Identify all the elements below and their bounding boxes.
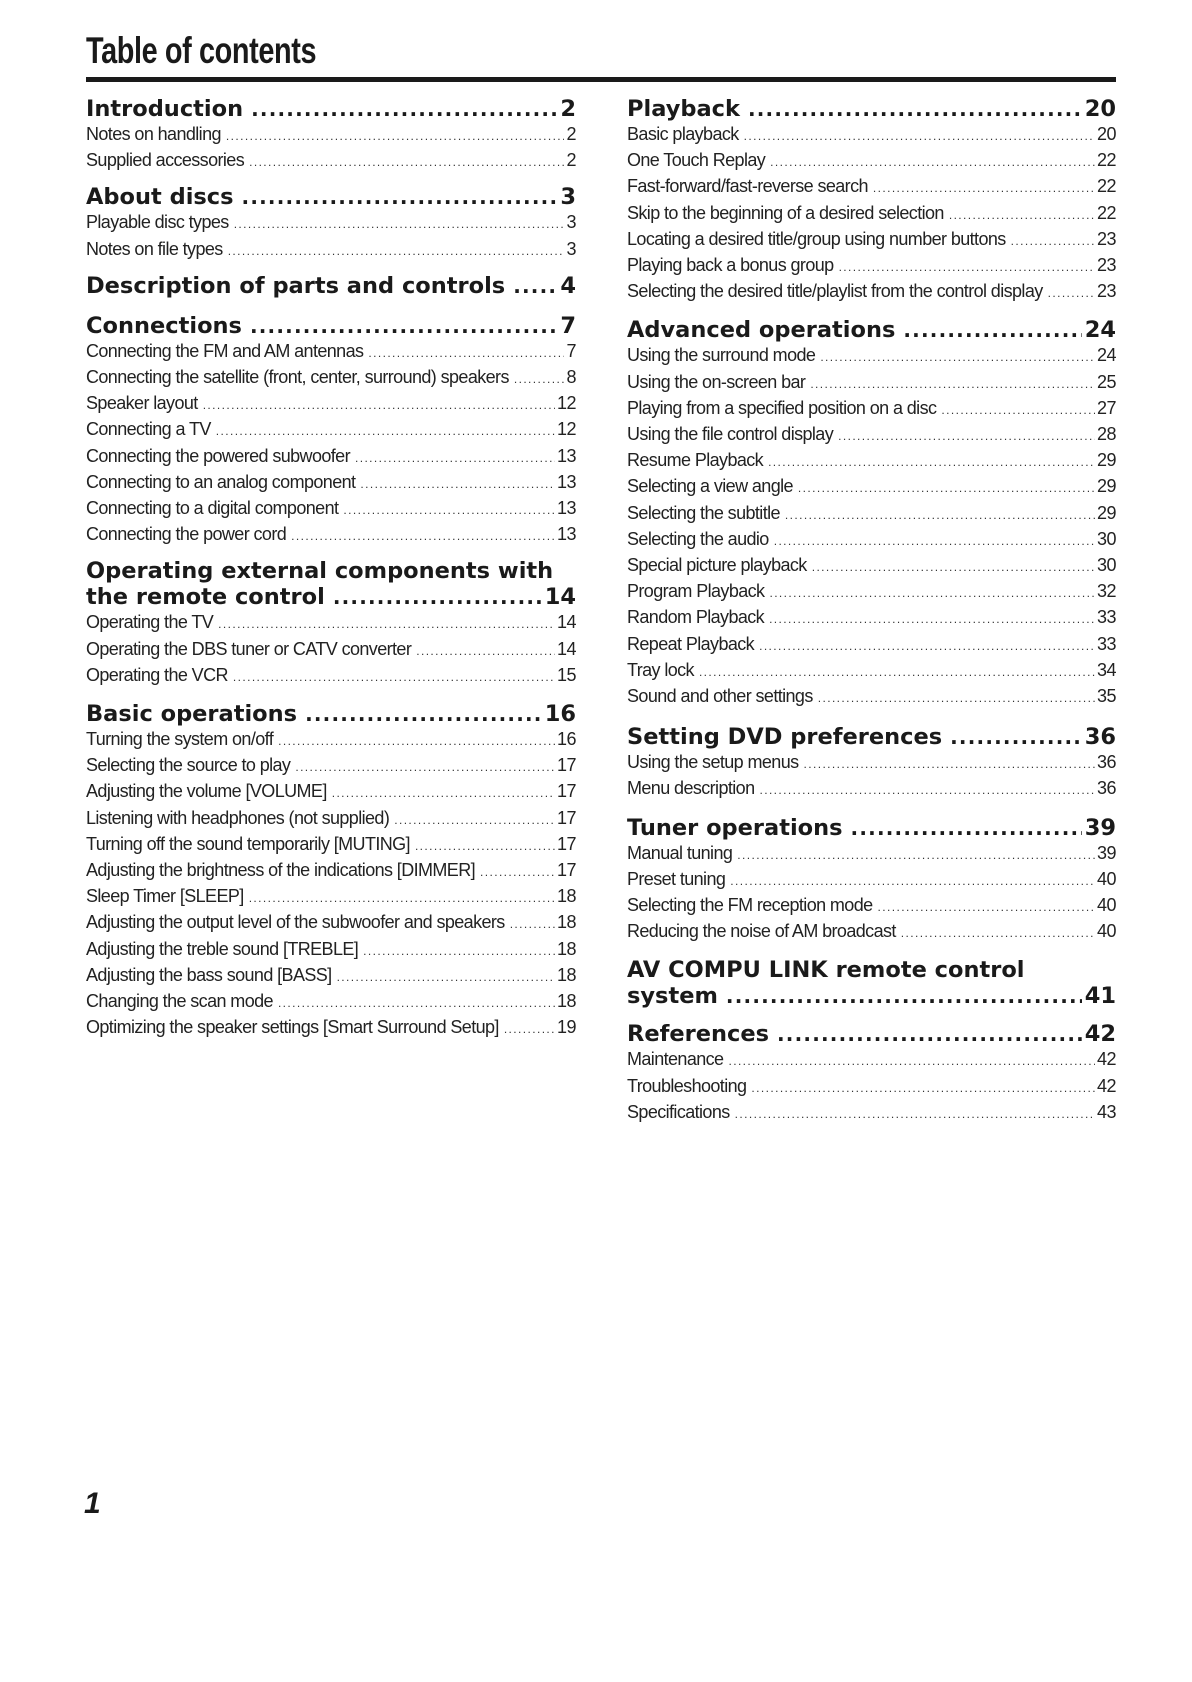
dot-leader <box>228 239 565 263</box>
entry-title: Playing back a bonus group <box>627 255 834 276</box>
entry-title: Selecting the FM reception mode <box>627 895 873 916</box>
entry-title: Using the setup menus <box>627 752 799 773</box>
dot-leader <box>769 581 1095 605</box>
dot-leader <box>249 886 555 910</box>
toc-entry[interactable] <box>86 989 576 1015</box>
entry-title: Supplied accessories <box>86 150 245 171</box>
toc-entry[interactable] <box>86 365 576 391</box>
entry-title: Repeat Playback <box>627 633 755 654</box>
entry-title: Playable disc types <box>86 212 229 233</box>
toc-entry[interactable] <box>86 884 576 910</box>
dot-leader <box>278 729 555 753</box>
section-heading-link[interactable] <box>627 724 1116 750</box>
toc-entry[interactable] <box>627 448 1116 474</box>
toc-entry[interactable] <box>627 605 1116 631</box>
dot-leader <box>728 1049 1094 1073</box>
section-title: Connections <box>86 312 242 339</box>
toc-section <box>86 313 576 549</box>
entry-title: Sound and other settings <box>627 686 813 707</box>
section-page: 36 <box>1084 724 1116 751</box>
entry-page: 28 <box>1096 424 1116 445</box>
entry-page: 13 <box>556 471 576 492</box>
toc-entry[interactable] <box>627 1047 1116 1073</box>
entry-page: 33 <box>1096 633 1116 654</box>
entry-page: 25 <box>1096 371 1116 392</box>
dot-leader <box>748 96 1082 122</box>
entry-page: 3 <box>566 212 576 233</box>
dot-leader <box>901 921 1095 945</box>
toc-entry[interactable] <box>627 474 1116 500</box>
section-page: 20 <box>1084 96 1116 122</box>
section-heading-link[interactable] <box>627 317 1116 343</box>
entry-title: Specifications <box>627 1101 730 1122</box>
dot-leader <box>873 176 1095 200</box>
section-title: References <box>627 1021 769 1048</box>
toc-section <box>627 957 1116 1009</box>
dot-leader <box>226 124 565 148</box>
dot-leader <box>368 341 564 365</box>
entry-page: 22 <box>1096 202 1116 223</box>
toc-entry[interactable] <box>627 776 1116 802</box>
dot-leader <box>812 555 1095 579</box>
entry-title: Selecting the subtitle <box>627 502 780 523</box>
entry-page: 18 <box>556 938 576 959</box>
toc-column-left <box>86 96 576 1045</box>
dot-leader <box>278 991 555 1015</box>
toc-entry[interactable] <box>627 553 1116 579</box>
section-heading-link[interactable] <box>86 184 576 210</box>
dot-leader <box>250 313 557 339</box>
dot-leader <box>363 939 555 963</box>
section-page: 7 <box>560 312 576 339</box>
toc-entry[interactable] <box>86 637 576 663</box>
entry-page: 17 <box>556 781 576 802</box>
entry-title: Selecting the desired title/playlist from the control display <box>627 281 1043 302</box>
entry-page: 18 <box>556 964 576 985</box>
entry-title: One Touch Replay <box>627 150 766 171</box>
entry-title: Notes on handling <box>86 124 221 144</box>
section-heading-link[interactable] <box>86 96 576 122</box>
entry-title: Connecting the powered subwoofer <box>86 445 350 466</box>
dot-leader <box>777 1021 1082 1047</box>
entry-page: 14 <box>556 612 576 633</box>
section-page: 24 <box>1084 317 1116 344</box>
entry-page: 33 <box>1096 607 1116 628</box>
section-title-continued: system <box>627 983 718 1010</box>
entry-title: Program Playback <box>627 581 765 602</box>
entry-page: 17 <box>556 860 576 881</box>
dot-leader <box>203 393 555 417</box>
entry-page: 13 <box>556 498 576 519</box>
section-title: Description of parts and controls <box>86 272 506 299</box>
toc-section <box>86 273 576 299</box>
section-title: Basic operations <box>86 701 298 728</box>
section-title: Operating external components with <box>86 558 554 585</box>
entry-page: 39 <box>1096 842 1116 863</box>
dot-leader <box>251 96 557 122</box>
entry-page: 13 <box>556 524 576 545</box>
dot-leader <box>699 660 1095 684</box>
section-title: Introduction <box>86 96 244 122</box>
dot-leader <box>768 450 1095 474</box>
entry-page: 19 <box>556 1017 576 1038</box>
dot-leader <box>218 612 555 636</box>
entry-page: 23 <box>1096 281 1116 302</box>
toc-entry[interactable] <box>86 496 576 522</box>
toc-entry[interactable] <box>86 663 576 689</box>
section-heading-link[interactable] <box>86 701 576 727</box>
section-heading-link[interactable] <box>86 313 576 339</box>
section-title-continued: the remote control <box>86 584 325 611</box>
toc-entry[interactable] <box>627 422 1116 448</box>
entry-title: Preset tuning <box>627 868 726 889</box>
dot-leader <box>818 686 1095 710</box>
entry-page: 30 <box>1096 528 1116 549</box>
entry-title: Selecting the audio <box>627 528 769 549</box>
entry-page: 2 <box>566 150 576 171</box>
entry-page: 36 <box>1096 752 1116 773</box>
entry-title: Fast-forward/fast-reverse search <box>627 176 868 197</box>
dot-leader <box>730 869 1095 893</box>
entry-page: 15 <box>556 664 576 685</box>
dot-leader <box>785 503 1095 527</box>
entry-title: Turning the system on/off <box>86 729 274 750</box>
dot-leader <box>249 150 564 174</box>
dot-leader <box>798 476 1095 500</box>
dot-leader <box>820 345 1095 369</box>
entry-page: 18 <box>556 912 576 933</box>
dot-leader <box>1011 229 1095 253</box>
dot-leader <box>941 398 1095 422</box>
entry-title: Adjusting the brightness of the indications [DIMMER] <box>86 860 476 881</box>
toc-entry[interactable] <box>627 343 1116 369</box>
entry-page: 22 <box>1096 150 1116 171</box>
entry-title: Connecting to an analog component <box>86 471 356 492</box>
toc-entry[interactable] <box>627 750 1116 776</box>
dot-leader <box>343 498 555 522</box>
toc-entry[interactable] <box>627 148 1116 174</box>
toc-entry[interactable] <box>86 122 576 148</box>
dot-leader <box>1048 281 1095 305</box>
dot-leader <box>216 419 555 443</box>
entry-page: 43 <box>1096 1101 1116 1122</box>
dot-leader <box>949 203 1095 227</box>
entry-page: 42 <box>1096 1049 1116 1070</box>
entry-page: 36 <box>1096 778 1116 799</box>
entry-page: 22 <box>1096 176 1116 197</box>
entry-title: Connecting a TV <box>86 419 211 440</box>
dot-leader <box>878 895 1095 919</box>
dot-leader <box>744 124 1095 148</box>
section-heading-link[interactable] <box>627 96 1116 122</box>
toc-entry[interactable] <box>86 522 576 548</box>
toc-entry[interactable] <box>627 919 1116 945</box>
entry-title: Operating the DBS tuner or CATV converter <box>86 638 412 659</box>
section-title: AV COMPU LINK remote control <box>627 957 1025 984</box>
entry-page: 16 <box>556 729 576 750</box>
dot-leader <box>810 372 1095 396</box>
toc-entry[interactable] <box>627 174 1116 200</box>
entry-page: 7 <box>566 340 576 361</box>
section-page: 2 <box>560 96 576 122</box>
dot-leader <box>242 184 558 210</box>
entry-title: Manual tuning <box>627 842 733 863</box>
dot-leader <box>759 778 1094 802</box>
toc-entry[interactable] <box>627 253 1116 279</box>
entry-page: 32 <box>1096 581 1116 602</box>
entry-page: 29 <box>1096 502 1116 523</box>
section-page: 41 <box>1084 983 1116 1010</box>
toc-entry[interactable] <box>627 122 1116 148</box>
toc-entry[interactable] <box>86 237 576 263</box>
toc-entry[interactable] <box>86 210 576 236</box>
dot-leader <box>513 273 557 299</box>
toc-entry[interactable] <box>627 893 1116 919</box>
dot-leader <box>234 212 565 236</box>
dot-leader <box>305 701 542 727</box>
dot-leader <box>333 584 542 610</box>
toc-section <box>627 815 1116 946</box>
dot-leader <box>759 634 1095 658</box>
toc-entry[interactable] <box>627 501 1116 527</box>
section-title: Setting DVD preferences <box>627 724 943 751</box>
section-heading-line <box>627 957 1116 983</box>
toc-entry[interactable] <box>86 444 576 470</box>
toc-section <box>627 724 1116 802</box>
entry-page: 34 <box>1096 659 1116 680</box>
entry-title: Basic playback <box>627 124 739 144</box>
toc-section <box>627 96 1116 305</box>
dot-leader <box>295 755 555 779</box>
entry-page: 2 <box>566 124 576 144</box>
toc-entry[interactable] <box>86 806 576 832</box>
dot-leader <box>360 472 555 496</box>
entry-page: 8 <box>566 367 576 388</box>
entry-title: Adjusting the volume [VOLUME] <box>86 781 327 802</box>
entry-page: 17 <box>556 755 576 776</box>
dot-leader <box>751 1076 1095 1100</box>
entry-title: Using the surround mode <box>627 345 816 366</box>
entry-title: Sleep Timer [SLEEP] <box>86 886 244 907</box>
toc-entry[interactable] <box>86 1015 576 1041</box>
entry-title: Selecting the source to play <box>86 755 291 776</box>
toc-entry[interactable] <box>86 148 576 174</box>
entry-page: 17 <box>556 807 576 828</box>
dot-leader <box>726 983 1082 1009</box>
dot-leader <box>838 424 1095 448</box>
dot-leader <box>514 367 565 391</box>
entry-page: 18 <box>556 991 576 1012</box>
toc-section <box>86 558 576 689</box>
dot-leader <box>737 843 1095 867</box>
entry-title: Resume Playback <box>627 450 764 471</box>
dot-leader <box>480 860 555 884</box>
dot-leader <box>355 446 555 470</box>
entry-page: 40 <box>1096 921 1116 942</box>
entry-page: 40 <box>1096 868 1116 889</box>
toc-entry[interactable] <box>627 867 1116 893</box>
entry-title: Optimizing the speaker settings [Smart Surround Setup] <box>86 1017 499 1038</box>
dot-leader <box>769 607 1095 631</box>
dot-leader <box>774 529 1095 553</box>
dot-leader <box>851 815 1082 841</box>
entry-title: Changing the scan mode <box>86 991 273 1012</box>
dot-leader <box>233 665 555 689</box>
entry-title: Connecting the FM and AM antennas <box>86 340 364 361</box>
entry-title: Skip to the beginning of a desired selection <box>627 202 944 223</box>
entry-page: 42 <box>1096 1075 1116 1096</box>
entry-title: Connecting the satellite (front, center, surround) speakers <box>86 367 509 388</box>
toc-entry[interactable] <box>86 832 576 858</box>
section-heading-link[interactable] <box>86 273 576 299</box>
entry-title: Operating the TV <box>86 612 214 633</box>
entry-page: 12 <box>556 419 576 440</box>
toc-section <box>627 1021 1116 1126</box>
entry-page: 12 <box>556 393 576 414</box>
toc-entry[interactable] <box>627 396 1116 422</box>
entry-title: Turning off the sound temporarily [MUTING] <box>86 833 410 854</box>
dot-leader <box>504 1017 555 1041</box>
entry-title: Operating the VCR <box>86 664 228 685</box>
entry-page: 30 <box>1096 555 1116 576</box>
toc-entry[interactable] <box>627 579 1116 605</box>
section-heading-link[interactable] <box>627 1021 1116 1047</box>
dot-leader <box>804 752 1095 776</box>
entry-title: Notes on file types <box>86 238 223 259</box>
toc-entry[interactable] <box>627 1100 1116 1126</box>
dot-leader <box>332 781 555 805</box>
entry-title: Special picture playback <box>627 555 807 576</box>
toc-section <box>86 701 576 1041</box>
entry-page: 23 <box>1096 255 1116 276</box>
toc-entry[interactable] <box>627 632 1116 658</box>
page-title: Table of contents <box>86 30 317 71</box>
section-heading-link[interactable] <box>86 584 576 610</box>
section-heading-link[interactable] <box>627 983 1116 1009</box>
entry-title: Menu description <box>627 778 755 799</box>
entry-page: 18 <box>556 886 576 907</box>
entry-title: Adjusting the output level of the subwoofer and speakers <box>86 912 505 933</box>
section-heading-link[interactable] <box>627 815 1116 841</box>
dot-leader <box>770 150 1095 174</box>
toc-entry[interactable] <box>86 610 576 636</box>
entry-page: 13 <box>556 445 576 466</box>
entry-title: Connecting the power cord <box>86 524 287 545</box>
toc-entry[interactable] <box>627 684 1116 710</box>
entry-title: Adjusting the bass sound [BASS] <box>86 964 332 985</box>
entry-page: 29 <box>1096 476 1116 497</box>
toc-entry[interactable] <box>86 779 576 805</box>
entry-title: Connecting to a digital component <box>86 498 339 519</box>
entry-page: 27 <box>1096 397 1116 418</box>
entry-title: Random Playback <box>627 607 765 628</box>
toc-entry[interactable] <box>627 227 1116 253</box>
title-rule <box>86 77 1116 82</box>
toc-entry[interactable] <box>627 527 1116 553</box>
toc-entry[interactable] <box>627 279 1116 305</box>
toc-entry[interactable] <box>86 470 576 496</box>
entry-title: Speaker layout <box>86 393 198 414</box>
toc-entry[interactable] <box>86 727 576 753</box>
toc-entry[interactable] <box>86 937 576 963</box>
section-title: Tuner operations <box>627 814 843 841</box>
dot-leader <box>903 317 1081 343</box>
toc-section <box>86 184 576 262</box>
toc-entry[interactable] <box>86 753 576 779</box>
toc-entry[interactable] <box>627 201 1116 227</box>
toc-entry[interactable] <box>627 658 1116 684</box>
section-page: 39 <box>1084 814 1116 841</box>
section-title: About discs <box>86 184 234 211</box>
section-page: 16 <box>544 701 576 728</box>
entry-title: Selecting a view angle <box>627 476 793 497</box>
entry-page: 23 <box>1096 228 1116 249</box>
entry-page: 14 <box>556 638 576 659</box>
section-page: 14 <box>544 584 576 611</box>
entry-title: Adjusting the treble sound [TREBLE] <box>86 938 359 959</box>
entry-title: Maintenance <box>627 1049 724 1070</box>
toc-entry[interactable] <box>627 1074 1116 1100</box>
dot-leader <box>416 639 555 663</box>
section-heading-line <box>86 558 576 584</box>
entry-title: Reducing the noise of AM broadcast <box>627 921 896 942</box>
entry-title: Using the file control display <box>627 424 834 445</box>
dot-leader <box>839 255 1095 279</box>
entry-page: 29 <box>1096 450 1116 471</box>
entry-title: Using the on-screen bar <box>627 371 806 392</box>
entry-page: 17 <box>556 833 576 854</box>
toc-entry[interactable] <box>86 417 576 443</box>
toc-entry[interactable] <box>86 963 576 989</box>
dot-leader <box>415 834 555 858</box>
page-number: 1 <box>84 1487 101 1520</box>
toc-section <box>627 317 1116 710</box>
toc-entry[interactable] <box>86 910 576 936</box>
entry-title: Locating a desired title/group using number buttons <box>627 228 1006 249</box>
entry-title: Troubleshooting <box>627 1075 747 1096</box>
toc-entry[interactable] <box>86 858 576 884</box>
toc-entry[interactable] <box>627 841 1116 867</box>
toc-entry[interactable] <box>86 391 576 417</box>
entry-title: Playing from a specified position on a disc <box>627 397 937 418</box>
entry-page: 40 <box>1096 895 1116 916</box>
entry-page: 20 <box>1096 124 1116 144</box>
section-page: 3 <box>560 184 576 211</box>
entry-page: 3 <box>566 238 576 259</box>
toc-column-right <box>627 96 1116 1130</box>
dot-leader <box>735 1102 1095 1126</box>
section-page: 4 <box>560 272 576 299</box>
entry-title: Tray lock <box>627 659 694 680</box>
toc-section <box>86 96 576 174</box>
dot-leader <box>510 912 555 936</box>
section-title: Advanced operations <box>627 317 896 344</box>
dot-leader <box>950 724 1082 750</box>
section-page: 42 <box>1084 1021 1116 1048</box>
dot-leader <box>291 524 555 548</box>
dot-leader <box>394 808 555 832</box>
toc-entry[interactable] <box>86 339 576 365</box>
toc-entry[interactable] <box>627 370 1116 396</box>
section-title: Playback <box>627 96 740 122</box>
dot-leader <box>337 965 555 989</box>
entry-title: Listening with headphones (not supplied) <box>86 807 390 828</box>
entry-page: 24 <box>1096 345 1116 366</box>
entry-page: 35 <box>1096 686 1116 707</box>
